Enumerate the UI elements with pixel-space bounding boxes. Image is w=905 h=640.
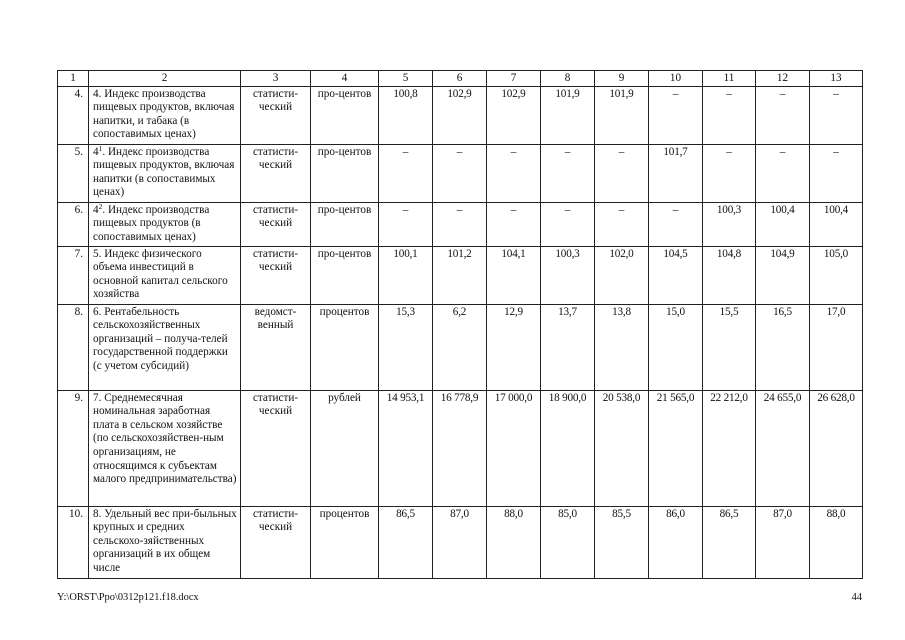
year-value: – <box>541 202 595 246</box>
year-value: – <box>379 202 433 246</box>
year-value: 105,0 <box>810 246 863 304</box>
column-number: 7 <box>487 71 541 87</box>
indicator-name: 4. Индекс производства пищевых продуктов, включая напитки, и табака (в сопоставимых ценах) <box>89 86 241 144</box>
year-value: – <box>433 202 487 246</box>
data-source: статисти-ческий <box>241 202 311 246</box>
year-value: 101,7 <box>649 144 703 202</box>
indicator-name: 6. Рентабельность сельскохозяйственных организаций – получа-телей государственной поддержки (с учетом субсидий) <box>89 304 241 390</box>
year-value: – <box>541 144 595 202</box>
indicator-name <box>89 202 241 246</box>
column-number: 10 <box>649 71 703 87</box>
year-value: 15,0 <box>649 304 703 390</box>
unit-of-measure: процентов <box>311 304 379 390</box>
year-value: – <box>379 144 433 202</box>
column-number: 4 <box>311 71 379 87</box>
year-value: 12,9 <box>487 304 541 390</box>
unit-of-measure: про-центов <box>311 202 379 246</box>
indicator-name: 8. Удельный вес при-быльных крупных и средних сельскохо-зяйственных организаций в их общем числе <box>89 506 241 578</box>
indicator-number: 4 <box>93 145 99 158</box>
page-number: 44 <box>851 592 862 603</box>
row-number: 5. <box>58 144 89 202</box>
year-value: 16 778,9 <box>433 390 487 506</box>
year-value: 104,1 <box>487 246 541 304</box>
row-number: 6. <box>58 202 89 246</box>
indicator-superscript: 1 <box>98 144 103 153</box>
column-number: 1 <box>58 71 89 87</box>
year-value: – <box>649 86 703 144</box>
table-row <box>58 506 863 578</box>
year-value: 24 655,0 <box>756 390 810 506</box>
year-value: 15,3 <box>379 304 433 390</box>
year-value: 88,0 <box>487 506 541 578</box>
year-value: 100,3 <box>703 202 756 246</box>
year-value: – <box>595 202 649 246</box>
year-value: – <box>487 144 541 202</box>
row-number: 7. <box>58 246 89 304</box>
year-value: 104,8 <box>703 246 756 304</box>
year-value: 100,4 <box>810 202 863 246</box>
year-value: 101,9 <box>541 86 595 144</box>
unit-of-measure: процентов <box>311 506 379 578</box>
indicator-name: 7. Среднемесячная номинальная заработная плата в сельском хозяйстве (по сельскохозяйствен-ным организациям, не относящимся к субъектам малого предпринимательства) <box>89 390 241 506</box>
year-value: 13,8 <box>595 304 649 390</box>
year-value: – <box>756 86 810 144</box>
document-file-path: Y:\ORST\Ppo\0312p121.f18.docx <box>57 592 199 603</box>
indicator-superscript: 2 <box>98 202 103 211</box>
year-value: – <box>810 86 863 144</box>
year-value: 13,7 <box>541 304 595 390</box>
year-value: 104,5 <box>649 246 703 304</box>
year-value: 15,5 <box>703 304 756 390</box>
column-number: 11 <box>703 71 756 87</box>
indicator-text: . Индекс производства пищевых продуктов (в сопоставимых ценах) <box>93 203 210 243</box>
column-number: 2 <box>89 71 241 87</box>
year-value: – <box>756 144 810 202</box>
table-row <box>58 86 863 144</box>
year-value: 86,0 <box>649 506 703 578</box>
year-value: 17,0 <box>810 304 863 390</box>
column-number: 9 <box>595 71 649 87</box>
year-value: 102,9 <box>433 86 487 144</box>
indicator-name <box>89 144 241 202</box>
year-value: 21 565,0 <box>649 390 703 506</box>
year-value: 87,0 <box>433 506 487 578</box>
indicator-name: 5. Индекс физического объема инвестиций в основной капитал сельского хозяйства <box>89 246 241 304</box>
data-source: статисти-ческий <box>241 86 311 144</box>
column-number: 8 <box>541 71 595 87</box>
unit-of-measure: про-центов <box>311 86 379 144</box>
unit-of-measure: про-центов <box>311 144 379 202</box>
year-value: 102,9 <box>487 86 541 144</box>
unit-of-measure: рублей <box>311 390 379 506</box>
year-value: 87,0 <box>756 506 810 578</box>
year-value: 18 900,0 <box>541 390 595 506</box>
column-number: 13 <box>810 71 863 87</box>
data-source: статисти-ческий <box>241 144 311 202</box>
year-value: – <box>595 144 649 202</box>
column-number: 6 <box>433 71 487 87</box>
year-value: 86,5 <box>379 506 433 578</box>
table-row <box>58 202 863 246</box>
column-number: 12 <box>756 71 810 87</box>
table-row <box>58 390 863 506</box>
year-value: 17 000,0 <box>487 390 541 506</box>
year-value: – <box>703 86 756 144</box>
data-source: ведомст-венный <box>241 304 311 390</box>
indicator-number: 4 <box>93 203 99 216</box>
year-value: – <box>649 202 703 246</box>
row-number: 10. <box>58 506 89 578</box>
table-row <box>58 304 863 390</box>
year-value: 100,3 <box>541 246 595 304</box>
column-number-row <box>58 71 863 87</box>
year-value: 14 953,1 <box>379 390 433 506</box>
year-value: 88,0 <box>810 506 863 578</box>
year-value: 102,0 <box>595 246 649 304</box>
year-value: 100,1 <box>379 246 433 304</box>
year-value: – <box>433 144 487 202</box>
year-value: 16,5 <box>756 304 810 390</box>
data-source: статисти-ческий <box>241 246 311 304</box>
indicators-table <box>57 70 863 579</box>
row-number: 4. <box>58 86 89 144</box>
row-number: 9. <box>58 390 89 506</box>
year-value: – <box>703 144 756 202</box>
year-value: 101,2 <box>433 246 487 304</box>
year-value: 22 212,0 <box>703 390 756 506</box>
table-row <box>58 144 863 202</box>
year-value: 85,5 <box>595 506 649 578</box>
column-number: 5 <box>379 71 433 87</box>
data-source: статисти-ческий <box>241 506 311 578</box>
row-number: 8. <box>58 304 89 390</box>
year-value: 85,0 <box>541 506 595 578</box>
data-source: статисти-ческий <box>241 390 311 506</box>
table-row <box>58 246 863 304</box>
year-value: 26 628,0 <box>810 390 863 506</box>
unit-of-measure: про-центов <box>311 246 379 304</box>
year-value: 104,9 <box>756 246 810 304</box>
year-value: 100,4 <box>756 202 810 246</box>
column-number: 3 <box>241 71 311 87</box>
year-value: 100,8 <box>379 86 433 144</box>
year-value: 86,5 <box>703 506 756 578</box>
indicator-text: . Индекс производства пищевых продуктов, включая напитки (в сопоставимых ценах) <box>93 145 235 199</box>
year-value: – <box>810 144 863 202</box>
year-value: – <box>487 202 541 246</box>
year-value: 6,2 <box>433 304 487 390</box>
year-value: 101,9 <box>595 86 649 144</box>
year-value: 20 538,0 <box>595 390 649 506</box>
